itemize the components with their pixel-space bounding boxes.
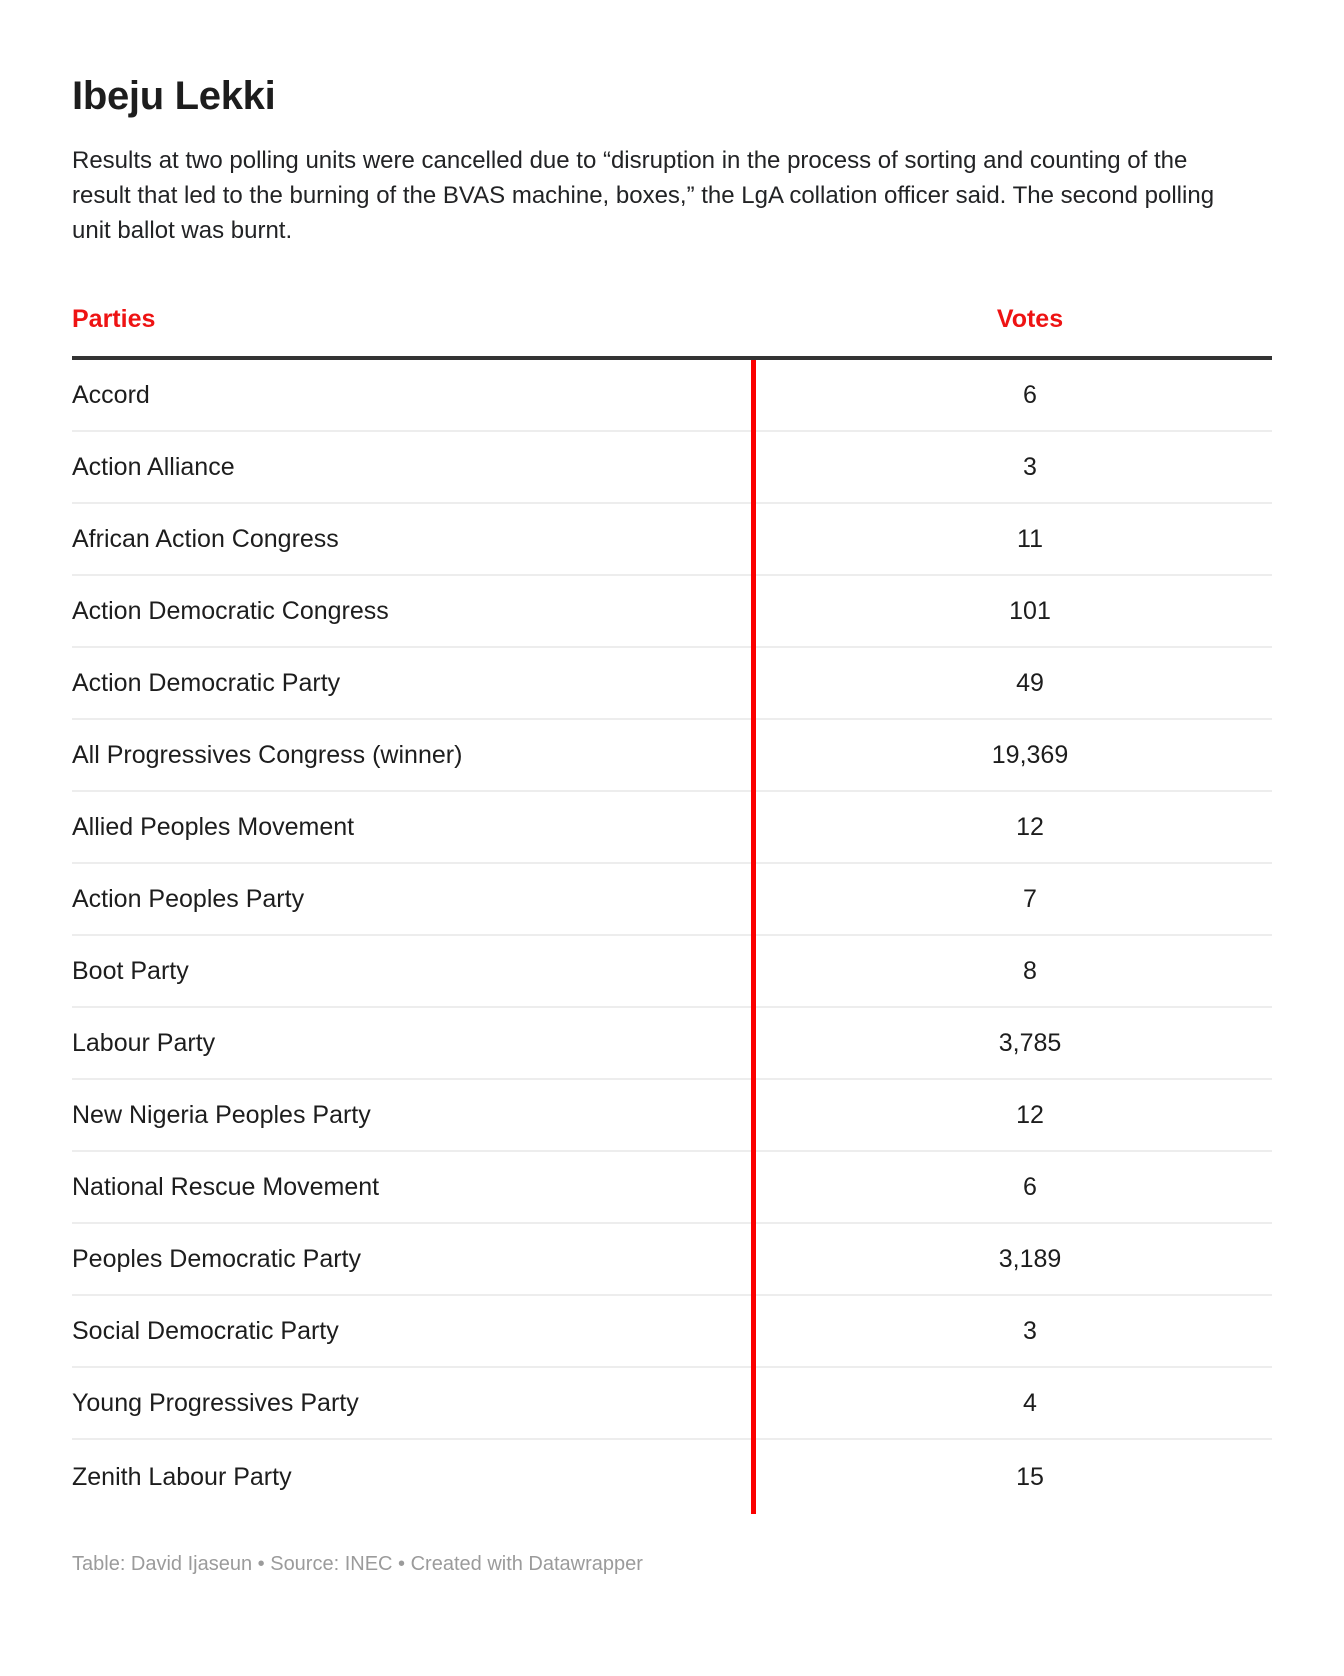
table-row <box>72 504 1272 576</box>
party-name-cell: Social Democratic Party <box>72 1316 339 1345</box>
table-row <box>72 1152 1272 1224</box>
column-header-parties: Parties <box>72 305 156 333</box>
votes-cell: 3,189 <box>998 1244 1062 1273</box>
votes-cell: 11 <box>1017 524 1043 553</box>
table-row <box>72 1440 1272 1514</box>
table-row <box>72 864 1272 936</box>
party-name-cell: Young Progressives Party <box>72 1388 359 1417</box>
votes-cell: 12 <box>1016 812 1044 841</box>
votes-cell: 19,369 <box>991 740 1069 769</box>
votes-cell: 6 <box>1023 1172 1037 1201</box>
table-row <box>72 1368 1272 1440</box>
votes-cell: 8 <box>1023 956 1037 985</box>
votes-cell: 7 <box>1023 884 1037 913</box>
table-row <box>72 576 1272 648</box>
votes-cell: 3 <box>1023 452 1037 481</box>
table-row <box>72 1080 1272 1152</box>
votes-cell: 49 <box>1016 668 1044 697</box>
table-row <box>72 1008 1272 1080</box>
party-name-cell: Action Democratic Congress <box>72 596 389 625</box>
party-name-cell: National Rescue Movement <box>72 1172 380 1201</box>
table-row <box>72 1224 1272 1296</box>
table-row <box>72 360 1272 432</box>
party-name-cell: Peoples Democratic Party <box>72 1244 362 1273</box>
table-row <box>72 648 1272 720</box>
votes-cell: 3 <box>1023 1316 1037 1345</box>
party-name-cell: All Progressives Congress (winner) <box>72 740 463 769</box>
votes-cell: 4 <box>1023 1388 1037 1417</box>
party-name-cell: Action Peoples Party <box>72 884 305 913</box>
table-row <box>72 936 1272 1008</box>
party-name-cell: Accord <box>72 380 150 409</box>
party-name-cell: Allied Peoples Movement <box>72 812 355 841</box>
table-row <box>72 720 1272 792</box>
votes-cell: 12 <box>1016 1100 1044 1129</box>
party-name-cell: African Action Congress <box>72 524 339 553</box>
table-header-row <box>72 305 1272 356</box>
table-row <box>72 1296 1272 1368</box>
table-row <box>72 432 1272 504</box>
votes-cell: 15 <box>1016 1462 1044 1491</box>
party-name-cell: Zenith Labour Party <box>72 1462 292 1491</box>
party-name-cell: Boot Party <box>72 956 189 985</box>
party-name-cell: New Nigeria Peoples Party <box>72 1100 371 1129</box>
votes-cell: 3,785 <box>998 1028 1062 1057</box>
chart-description: Results at two polling units were cancelled due to “disruption in the process of sorting and counting of the result that led to the burning of the BVAS machine, boxes,” the LgA collation officer said. The second polling unit ballot was burnt. <box>72 147 1215 244</box>
table-row <box>72 792 1272 864</box>
votes-cell: 6 <box>1023 380 1037 409</box>
column-header-votes: Votes <box>996 305 1064 333</box>
footer-credit: Table: David Ijaseun • Source: INEC • Created with Datawrapper <box>72 1553 643 1575</box>
party-name-cell: Labour Party <box>72 1028 216 1057</box>
party-name-cell: Action Alliance <box>72 452 235 481</box>
party-name-cell: Action Democratic Party <box>72 668 341 697</box>
votes-cell: 101 <box>1009 596 1051 625</box>
red-column-divider <box>751 360 756 1514</box>
page-title: Ibeju Lekki <box>72 74 276 118</box>
table-body <box>72 360 1272 1514</box>
